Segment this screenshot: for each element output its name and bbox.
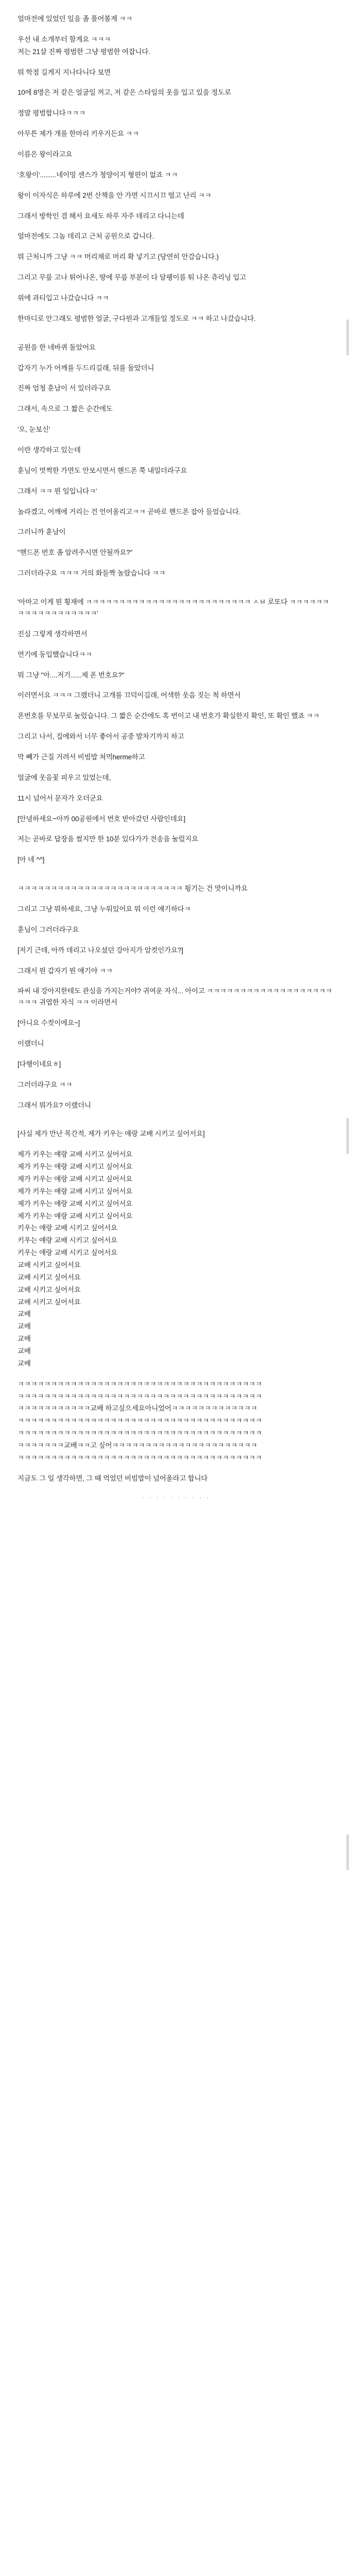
text-line: 그리고 그냥 뭐하세요, 그냥 누워있어요 뭐 이런 얘기하다ㅋ (17, 905, 191, 913)
text-line: 놀라겠고, 어깨에 거리는 건 언어올리고ㅋㅋ 곧바로 핸드폰 잡아 들었습니다. (17, 507, 241, 516)
text-line: ㅋㅋㅋㅋㅋㅋㅋㅋㅋㅋㅋ교배 하고싶으세요아니었어ㅋㅋㅋㅋㅋㅋㅋㅋㅋㅋㅋㅋㅋ (17, 1404, 257, 1413)
text-line: ㅋㅋㅋㅋㅋㅋㅋ교배ㅋㅋ고 싶어ㅋㅋㅋㅋㅋㅋㅋㅋㅋㅋㅋㅋㅋㅋㅋㅋㅋㅋㅋㅋㅋㅋ (17, 1442, 257, 1450)
text-line: 제가 키우는 얘랑 교배 시키고 싶어서요 (17, 1212, 133, 1220)
line-gap (17, 354, 335, 363)
text-line: 교배 시키고 싶어서요 (17, 1285, 81, 1294)
line-gap (17, 785, 335, 793)
line-gap (17, 580, 335, 588)
line-gap (17, 284, 335, 293)
text-line: 제가 키우는 얘랑 교배 시키고 싶어서요 (17, 1163, 133, 1171)
text-line: 얼마전에도 그놈 데리고 근처 공원으로 갑니다. (17, 232, 154, 241)
text-line: 11시 넘어서 문자가 오더군요 (17, 794, 103, 802)
text-line: [안녕하세요~아까 00공원에서 번호 받아갔던 사람인데요] (17, 815, 186, 823)
line-gap (17, 141, 335, 149)
line-gap (17, 1030, 335, 1038)
text-line: 이랬더니 (17, 1039, 44, 1047)
text-line: 키우는 얘랑 교배 시키고 싶어서요 (17, 1249, 117, 1257)
text-line: '아마고 이게 뭔 횡재에 ㅋㅋㅋㅋㅋㅋㅋㅋㅋㅋㅋㅋㅋㅋㅋㅋㅋㅋㅋㅋㅋㅋㅋㅋㅋ ㅅㅂ 로또다 ㅋㅋㅋㅋㅋㅋㅋㅋㅋㅋㅋㅋㅋㅋㅋㅋㅋㅋ' (17, 598, 329, 617)
line-gap (17, 436, 335, 445)
scroll-indicator-top[interactable] (346, 319, 349, 355)
text-line: ㅋㅋㅋㅋㅋㅋㅋㅋㅋㅋㅋㅋㅋㅋㅋㅋㅋㅋㅋㅋㅋㅋㅋㅋㅋㅋㅋㅋㅋㅋㅋㅋㅋㅋㅋㅋㅋ (17, 1380, 262, 1388)
text-line: 연기에 동입했습니다ㅋㅋ (17, 650, 92, 658)
line-gap (17, 560, 335, 568)
text-line: ㅋㅋㅋㅋㅋㅋㅋㅋㅋㅋㅋㅋㅋㅋㅋㅋㅋㅋㅋㅋㅋㅋㅋㅋㅋㅋㅋㅋㅋㅋㅋㅋㅋㅋㅋㅋㅋ (17, 1453, 262, 1462)
text-line: 그래서 뭔 갑자기 뭔 얘기야 ㅋㅋ (17, 967, 113, 975)
line-gap (17, 1050, 335, 1059)
text-line: 교배 시키고 싶어서요 (17, 1273, 81, 1281)
text-line: 그래서 뭐가요? 이랬더니 (17, 1101, 91, 1109)
text-line: 그리고 나서, 집에와서 너무 좋아서 공중 발차기까지 하고 (17, 733, 184, 741)
line-gap (17, 1465, 335, 1473)
line-gap (17, 1120, 335, 1128)
line-gap (17, 26, 335, 34)
footer-dots: · · · · · · · · · · (142, 1493, 210, 1501)
text-line: 아무튼 제가 개를 한마리 키우거든요 ㅋㅋ (17, 130, 139, 138)
text-line: 이름은 왕이라고요 (17, 150, 73, 159)
text-line: 저는 곧바로 답장을 썼지만 한 10분 있다가가 전송을 눌렀지요 (17, 835, 199, 843)
text-line: 교배 (17, 1347, 31, 1355)
text-line: 정말 평범합니다ㅋㅋㅋ (17, 109, 85, 117)
post-body (17, 13, 335, 1484)
text-line: 그러더라구요 ㅋㅋㅋ 거의 화들짝 놀랐습니다 ㅋㅋ (17, 569, 166, 578)
text-line: ㅋㅋㅋㅋㅋㅋㅋㅋㅋㅋㅋㅋㅋㅋㅋㅋㅋㅋㅋㅋㅋㅋㅋㅋㅋ 튕기는 건 맛이니까요 (17, 885, 248, 893)
line-gap (17, 1092, 335, 1100)
line-gap (17, 518, 335, 527)
line-gap (17, 682, 335, 690)
line-gap (17, 1071, 335, 1079)
line-gap (17, 805, 335, 814)
text-line: [저기 근데, 아까 데리고 나오셨던 강아지가 암컷인가요?] (17, 946, 183, 954)
line-gap (17, 161, 335, 170)
line-gap (17, 916, 335, 924)
text-line: 뭐 근처니까 그냥 ㅋㅋ 머리채로 머리 확 넣기고 (당연히 안감습니다.) (17, 253, 219, 261)
line-gap (17, 723, 335, 731)
text-line: 얼굴에 웃음꽃 피우고 있었는데, (17, 773, 111, 782)
text-line: "핸드폰 번호 좀 알려주시면 안될까요?" (17, 549, 133, 557)
text-line: 키우는 얘랑 교배 시키고 싶어서요 (17, 1236, 117, 1245)
line-gap (17, 957, 335, 965)
text-line: 10에 8명은 저 같은 얼굴일 꺼고, 저 같은 스타일의 옷을 입고 있을 정도로 (17, 89, 231, 97)
text-line: 지금도 그 일 생각하면, 그 때 먹었던 비빔밥이 넘어올라고 합니다 (17, 1474, 208, 1482)
line-gap (17, 202, 335, 211)
line-gap (17, 334, 335, 342)
text-line: 교배 (17, 1323, 31, 1331)
text-line: 파씨 내 강아지한테도 관심을 가지는거야? 귀여운 자식... 아이고 ㅋㅋㅋㅋㅋㅋㅋㅋㅋㅋㅋㅋㅋㅋㅋㅋㅋㅋㅋㅋㅋㅋ 귀엽한 자식 ㅋㅋ 이라면서 (17, 987, 332, 1007)
text-line: 막 빼가 근질 거려서 비빔밥 쳐먹herme하고 (17, 753, 145, 761)
line-gap (17, 825, 335, 834)
text-line: 그러니까 훈남이 (17, 528, 66, 536)
text-line: 그러더라구요 ㅋㅋ (17, 1080, 73, 1089)
line-gap (17, 326, 335, 334)
text-line: 저는 21살 진짜 평범한 그냥 평범한 여잡니다. (17, 47, 150, 56)
text-line: 제가 키우는 얘랑 교배 시키고 싶어서요 (17, 1175, 133, 1183)
line-gap (17, 375, 335, 383)
line-gap (17, 875, 335, 883)
line-gap (17, 478, 335, 486)
line-gap (17, 223, 335, 231)
text-line: 그리고 무릎 고나 튀어나온, 땅에 무릎 부분이 다 달팽이름 퉈 나온 츄리닝 입고 (17, 274, 247, 282)
text-line: 훈님이 그러더라구요 (17, 925, 79, 934)
line-gap (17, 395, 335, 403)
text-line: [아 네 ^^] (17, 856, 45, 864)
text-line: '호왕이'.........네이밍 센스가 청양이지 형편이 없죠 ㅋㅋ (17, 171, 178, 179)
text-line: 그래서, 속으로 그 짧은 순간에도 (17, 405, 113, 413)
line-gap (17, 498, 335, 506)
line-gap (17, 641, 335, 649)
line-gap (17, 79, 335, 87)
text-line: 교배 시키고 싶어서요 (17, 1298, 81, 1306)
line-gap (17, 662, 335, 670)
text-line: 이러면서요 ㅋㅋㅋ 그랬더니 고개를 끄덕이길래, 어색한 웃음 짓는 척 하면서 (17, 691, 241, 700)
line-gap (17, 182, 335, 190)
line-gap (17, 702, 335, 710)
line-gap (17, 539, 335, 547)
line-gap (17, 305, 335, 313)
line-gap (17, 416, 335, 424)
text-line: 한마디로 안그래도 평범한 얼굴, 구다뭔과 고개들일 정도로 ㅋㅋ 하고 나갔습니다. (17, 314, 256, 323)
line-gap (17, 1370, 335, 1379)
line-gap (17, 1141, 335, 1149)
text-line: 공원을 한 네바퀴 돌았어요 (17, 343, 96, 351)
line-gap (17, 120, 335, 128)
line-gap (17, 1009, 335, 1018)
line-gap (17, 764, 335, 772)
scroll-indicator-mid[interactable] (346, 1118, 349, 1154)
line-gap (17, 846, 335, 854)
line-gap (17, 243, 335, 251)
text-line: 키우는 얘랑 교배 시키고 싶어서요 (17, 1224, 117, 1232)
scroll-indicator-low[interactable] (346, 1834, 349, 1870)
line-gap (17, 1112, 335, 1120)
text-line: 그래서 ㅋㅋ 뭔 일입니다ㅋ' (17, 487, 97, 495)
text-line: 갑자기 누가 어깨를 두드리길래, 뒤를 돌았더니 (17, 364, 154, 372)
text-line: 폰번호를 무보꾸로 눌렀습니다. 그 짧은 순간에도 혹 번이고 내 번호가 확실한지 확인, 또 확인 했죠 ㅋㅋ (17, 712, 320, 720)
text-line: 이란 생각하고 있는데 (17, 446, 81, 454)
text-line: 교배 시키고 싶어서요 (17, 1261, 81, 1269)
line-gap (17, 977, 335, 986)
line-gap (17, 588, 335, 597)
text-line: [다행이네요ㅎ] (17, 1060, 61, 1068)
text-line: 왕이 이자식은 하루에 2번 산책을 안 가면 시끄시끄 떨고 난리 ㅋㅋ (17, 191, 212, 199)
text-line: ㅋㅋㅋㅋㅋㅋㅋㅋㅋㅋㅋㅋㅋㅋㅋㅋㅋㅋㅋㅋㅋㅋㅋㅋㅋㅋㅋㅋㅋㅋㅋㅋㅋㅋㅋㅋㅋ (17, 1392, 262, 1400)
text-line: 제가 키우는 얘랑 교배 시키고 싶어서요 (17, 1150, 133, 1159)
text-line: [사실 제가 만난 목간적, 제가 키우는 얘랑 교배 시키고 싶어서요] (17, 1130, 205, 1138)
text-line: [아니요 수컷이에요~] (17, 1019, 80, 1027)
line-gap (17, 99, 335, 108)
text-line: 그래서 방학인 겸 해서 요새도 하루 자주 데리고 다니는데 (17, 212, 184, 220)
text-line: ㅋㅋㅋㅋㅋㅋㅋㅋㅋㅋㅋㅋㅋㅋㅋㅋㅋㅋㅋㅋㅋㅋㅋㅋㅋㅋㅋㅋㅋㅋㅋㅋㅋㅋㅋㅋㅋ (17, 1417, 262, 1425)
text-line: 교배 (17, 1310, 31, 1318)
text-line: '오, 눈보신' (17, 426, 50, 434)
line-gap (17, 743, 335, 752)
text-line: 위에 과티입고 나갔습니다 ㅋㅋ (17, 294, 109, 302)
text-line: 뭐 학점 길게지 지나다니다 보면 (17, 68, 111, 76)
text-line: 얼마전에 있었던 일을 좀 풀어볼게 ㅋㅋ (17, 15, 133, 23)
text-line: 제가 키우는 얘랑 교배 시키고 싶어서요 (17, 1199, 133, 1208)
text-line: 우선 내 소개부터 할게요 ㅋㅋㅋ (17, 35, 111, 43)
line-gap (17, 59, 335, 67)
text-line: 진심 그렇게 생각하면서 (17, 630, 87, 638)
text-line: ㅋㅋㅋㅋㅋㅋㅋㅋㅋㅋㅋㅋㅋㅋㅋㅋㅋㅋㅋㅋㅋㅋㅋㅋㅋㅋㅋㅋㅋㅋㅋㅋㅋㅋㅋㅋㅋ (17, 1429, 262, 1437)
text-line: 교배 (17, 1359, 31, 1367)
line-gap (17, 895, 335, 904)
line-gap (17, 264, 335, 272)
text-line: 진짜 엄청 훈남이 서 있더라구요 (17, 384, 111, 393)
text-line: 뭐 그냥 "아....저기......제 폰 번호요?" (17, 671, 125, 679)
line-gap (17, 457, 335, 465)
line-gap (17, 937, 335, 945)
text-line: 제가 키우는 얘랑 교배 시키고 싶어서요 (17, 1187, 133, 1195)
line-gap (17, 867, 335, 875)
text-line: 교배 (17, 1335, 31, 1343)
text-line: 훈님이 멋쩍한 가면도 안보시면서 핸드폰 쭉 내밀더라구요 (17, 466, 187, 474)
line-gap (17, 620, 335, 629)
